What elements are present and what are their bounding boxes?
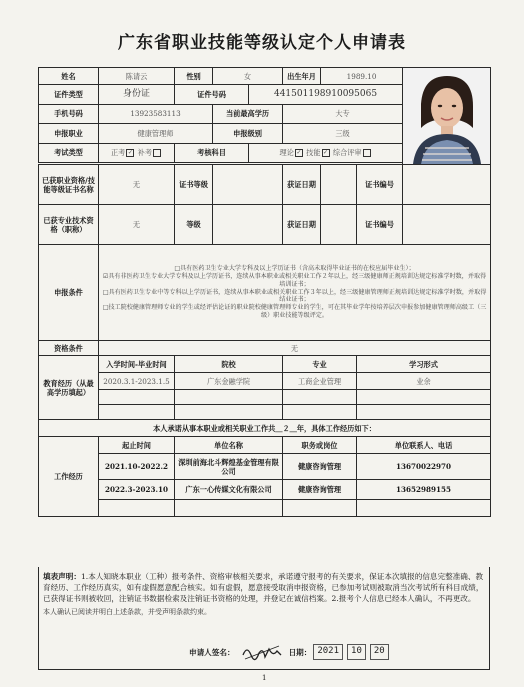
cert2-value: 无 — [99, 205, 175, 245]
conditions-label: 申报条件 — [39, 245, 99, 341]
subject-theory-label: 理论 — [279, 148, 294, 158]
cert1-no-label: 证书编号 — [357, 165, 403, 205]
work-row-period: 2022.3-2023.10 — [99, 480, 175, 500]
subject-review-checkbox[interactable] — [363, 149, 371, 157]
edu-value: 大专 — [283, 104, 403, 123]
photo-cell — [403, 68, 491, 165]
sign-label: 申请人签名： — [189, 647, 235, 657]
edu-header-form: 学习形式 — [357, 356, 491, 373]
phone-value: 13923583113 — [99, 104, 213, 123]
edu-header-major: 专业 — [283, 356, 357, 373]
edu-history-label: 教育经历（从最高学历填起） — [39, 356, 99, 420]
declaration-confirm: 本人确认已阅读并明白上述条款，并受声明条款约束。 — [43, 608, 211, 616]
subject-review-label: 综合评审 — [332, 148, 362, 158]
exam-makeup-label: 补考 — [137, 148, 153, 158]
cert1-date-label: 获证日期 — [283, 165, 321, 205]
retake-label: 资格条件 — [39, 341, 99, 356]
cert2-level-label: 等级 — [175, 205, 213, 245]
subject-theory-checkbox[interactable]: ✓ — [296, 149, 302, 157]
edu-row-major: 工商企业管理 — [283, 373, 357, 390]
cert2-date-label: 获证日期 — [283, 205, 321, 245]
name-label: 姓名 — [39, 68, 99, 85]
date-month: 10 — [347, 644, 366, 659]
work-header-contact: 单位联系人、电话 — [357, 437, 491, 454]
edu-empty-cell — [99, 405, 175, 420]
level-value: 三级 — [283, 124, 403, 143]
exam-makeup-checkbox[interactable] — [153, 149, 161, 157]
edu-row-school: 广东金融学院 — [175, 373, 283, 390]
work-empty-cell — [175, 500, 283, 517]
gender-label: 性别 — [175, 68, 213, 85]
work-row-period: 2021.10-2022.2 — [99, 454, 175, 480]
edu-header-school: 院校 — [175, 356, 283, 373]
exam-normal-checkbox[interactable]: ✓ — [127, 149, 133, 157]
work-empty-cell — [99, 500, 175, 517]
occupation-label: 申报职业 — [39, 124, 99, 143]
application-table — [38, 67, 491, 517]
gender-value: 女 — [213, 68, 283, 85]
exam-normal-label: 正考 — [110, 148, 126, 158]
date-day: 20 — [370, 644, 389, 659]
occupation-value: 健康管理师 — [99, 124, 213, 143]
work-row-company: 广东一心传媒文化有限公司 — [175, 480, 283, 500]
name-value: 陈请云 — [99, 68, 175, 85]
form-title: 广东省职业技能等级认定个人申请表 — [118, 33, 406, 53]
page-number: 1 — [262, 674, 267, 682]
cert1-level-label: 证书等级 — [175, 165, 213, 205]
exam-type-label: 考试类型 — [39, 143, 99, 162]
cert1-no-value — [403, 165, 491, 205]
work-empty-cell — [283, 500, 357, 517]
id-no-label: 证件号码 — [175, 85, 249, 104]
cert2-no-label: 证书编号 — [357, 205, 403, 245]
cert1-label: 已获职业资格/技能等级证书名称 — [39, 165, 99, 205]
edu-row-form: 业余 — [357, 373, 491, 390]
cert2-level-value — [213, 205, 283, 245]
work-history-label: 工作经历 — [39, 437, 99, 517]
cert1-level-value — [213, 165, 283, 205]
conditions-list — [99, 245, 491, 341]
work-row-company: 深圳前海北斗辉煌基金管理有限公司 — [175, 454, 283, 480]
edu-empty-cell — [283, 405, 357, 420]
work-row-contact: 13652989155 — [357, 480, 491, 500]
work-header-period: 起止时间 — [99, 437, 175, 454]
declaration-head: 填表声明： — [43, 572, 81, 581]
work-header-company: 单位名称 — [175, 437, 283, 454]
level-label: 申报级别 — [213, 124, 283, 143]
id-no-value: 441501198910095065 — [249, 85, 403, 104]
edu-empty-cell — [357, 390, 491, 405]
edu-empty-cell — [99, 390, 175, 405]
date-year: 2021 — [313, 644, 343, 659]
edu-empty-cell — [357, 405, 491, 420]
subject-label: 考核科目 — [175, 143, 249, 162]
edu-header-period: 入学时间-毕业时间 — [99, 356, 175, 373]
exam-type-options — [99, 143, 175, 162]
work-header-position: 职务或岗位 — [283, 437, 357, 454]
birth-value: 1989.10 — [321, 68, 403, 85]
edu-empty-cell — [175, 405, 283, 420]
id-type-value: 身份证 — [99, 85, 175, 104]
cert2-date-value — [321, 205, 357, 245]
condition-item: ☑具有非医药卫生专业大学专科及以上学历证书，连续从事本职业或相关职业工作２年以上，经三级健康师正规培训达规定标准学时数，并取得培训证书； — [102, 272, 487, 288]
condition-item: □具有医药卫生专业大学专科及以上学历证书（含高未取得毕业证书的在校应届毕业生）； — [174, 264, 415, 272]
condition-item: □技工院校健康管理师专业的学生或经评估论证的职业院校健康管理师专业的学生，可在其毕业学年按培养层次申报参加健康管理师高级工（三级）职业技能等级评定。 — [102, 304, 487, 320]
cert2-label: 已获专业技术资格（职称） — [39, 205, 99, 245]
condition-item: □具有医药卫生专业中等专科以上学历证书，连续从事本职业或相关职业工作３年以上，经三级健康管理师正规培训达规定标准学时数，并取得结业证书； — [102, 288, 487, 304]
declaration-body: 1.本人知晓本职业（工种）报考条件、资格审核相关要求，承诺遵守报考的有关要求，保证本次填报的信息完整准确、教育经历、工作经历真实，如有虚假愿意配合核实。如有虚假，愿意接受取消申报资格，已参加考试则被取消当次考试所有科目成绩，已获得证书则被收回，注销证书数据检索及注销证书资格的处理，并登记在诚信档案。2.报考个人信息已经本人确认，不再更改。 — [43, 572, 484, 603]
signature-row — [189, 643, 391, 661]
subject-options — [249, 143, 403, 162]
work-row-contact: 13670022970 — [357, 454, 491, 480]
edu-label: 当前最高学历 — [213, 104, 283, 123]
cert1-value: 无 — [99, 165, 175, 205]
subject-skill-label: 技能 — [306, 148, 321, 158]
cert1-date-value — [321, 165, 357, 205]
retake-value: 无 — [99, 341, 491, 356]
work-statement: 本人承诺从事本职业或相关职业工作共＿２＿年，具体工作经历如下： — [39, 420, 491, 437]
declaration-box — [38, 567, 490, 670]
edu-row-period: 2020.3.1-2023.1.5 — [99, 373, 175, 390]
phone-label: 手机号码 — [39, 104, 99, 123]
birth-label: 出生年月 — [283, 68, 321, 85]
work-empty-cell — [357, 500, 491, 517]
applicant-photo — [403, 68, 490, 164]
cert2-no-value — [403, 205, 491, 245]
date-label: 日期： — [288, 647, 312, 657]
work-row-position: 健康咨询管理 — [283, 454, 357, 480]
work-row-position: 健康咨询管理 — [283, 480, 357, 500]
handwritten-signature — [241, 643, 283, 661]
edu-empty-cell — [175, 390, 283, 405]
id-type-label: 证件类型 — [39, 85, 99, 104]
declaration-text — [43, 571, 485, 604]
edu-empty-cell — [283, 390, 357, 405]
subject-skill-checkbox[interactable]: ✓ — [323, 149, 329, 157]
